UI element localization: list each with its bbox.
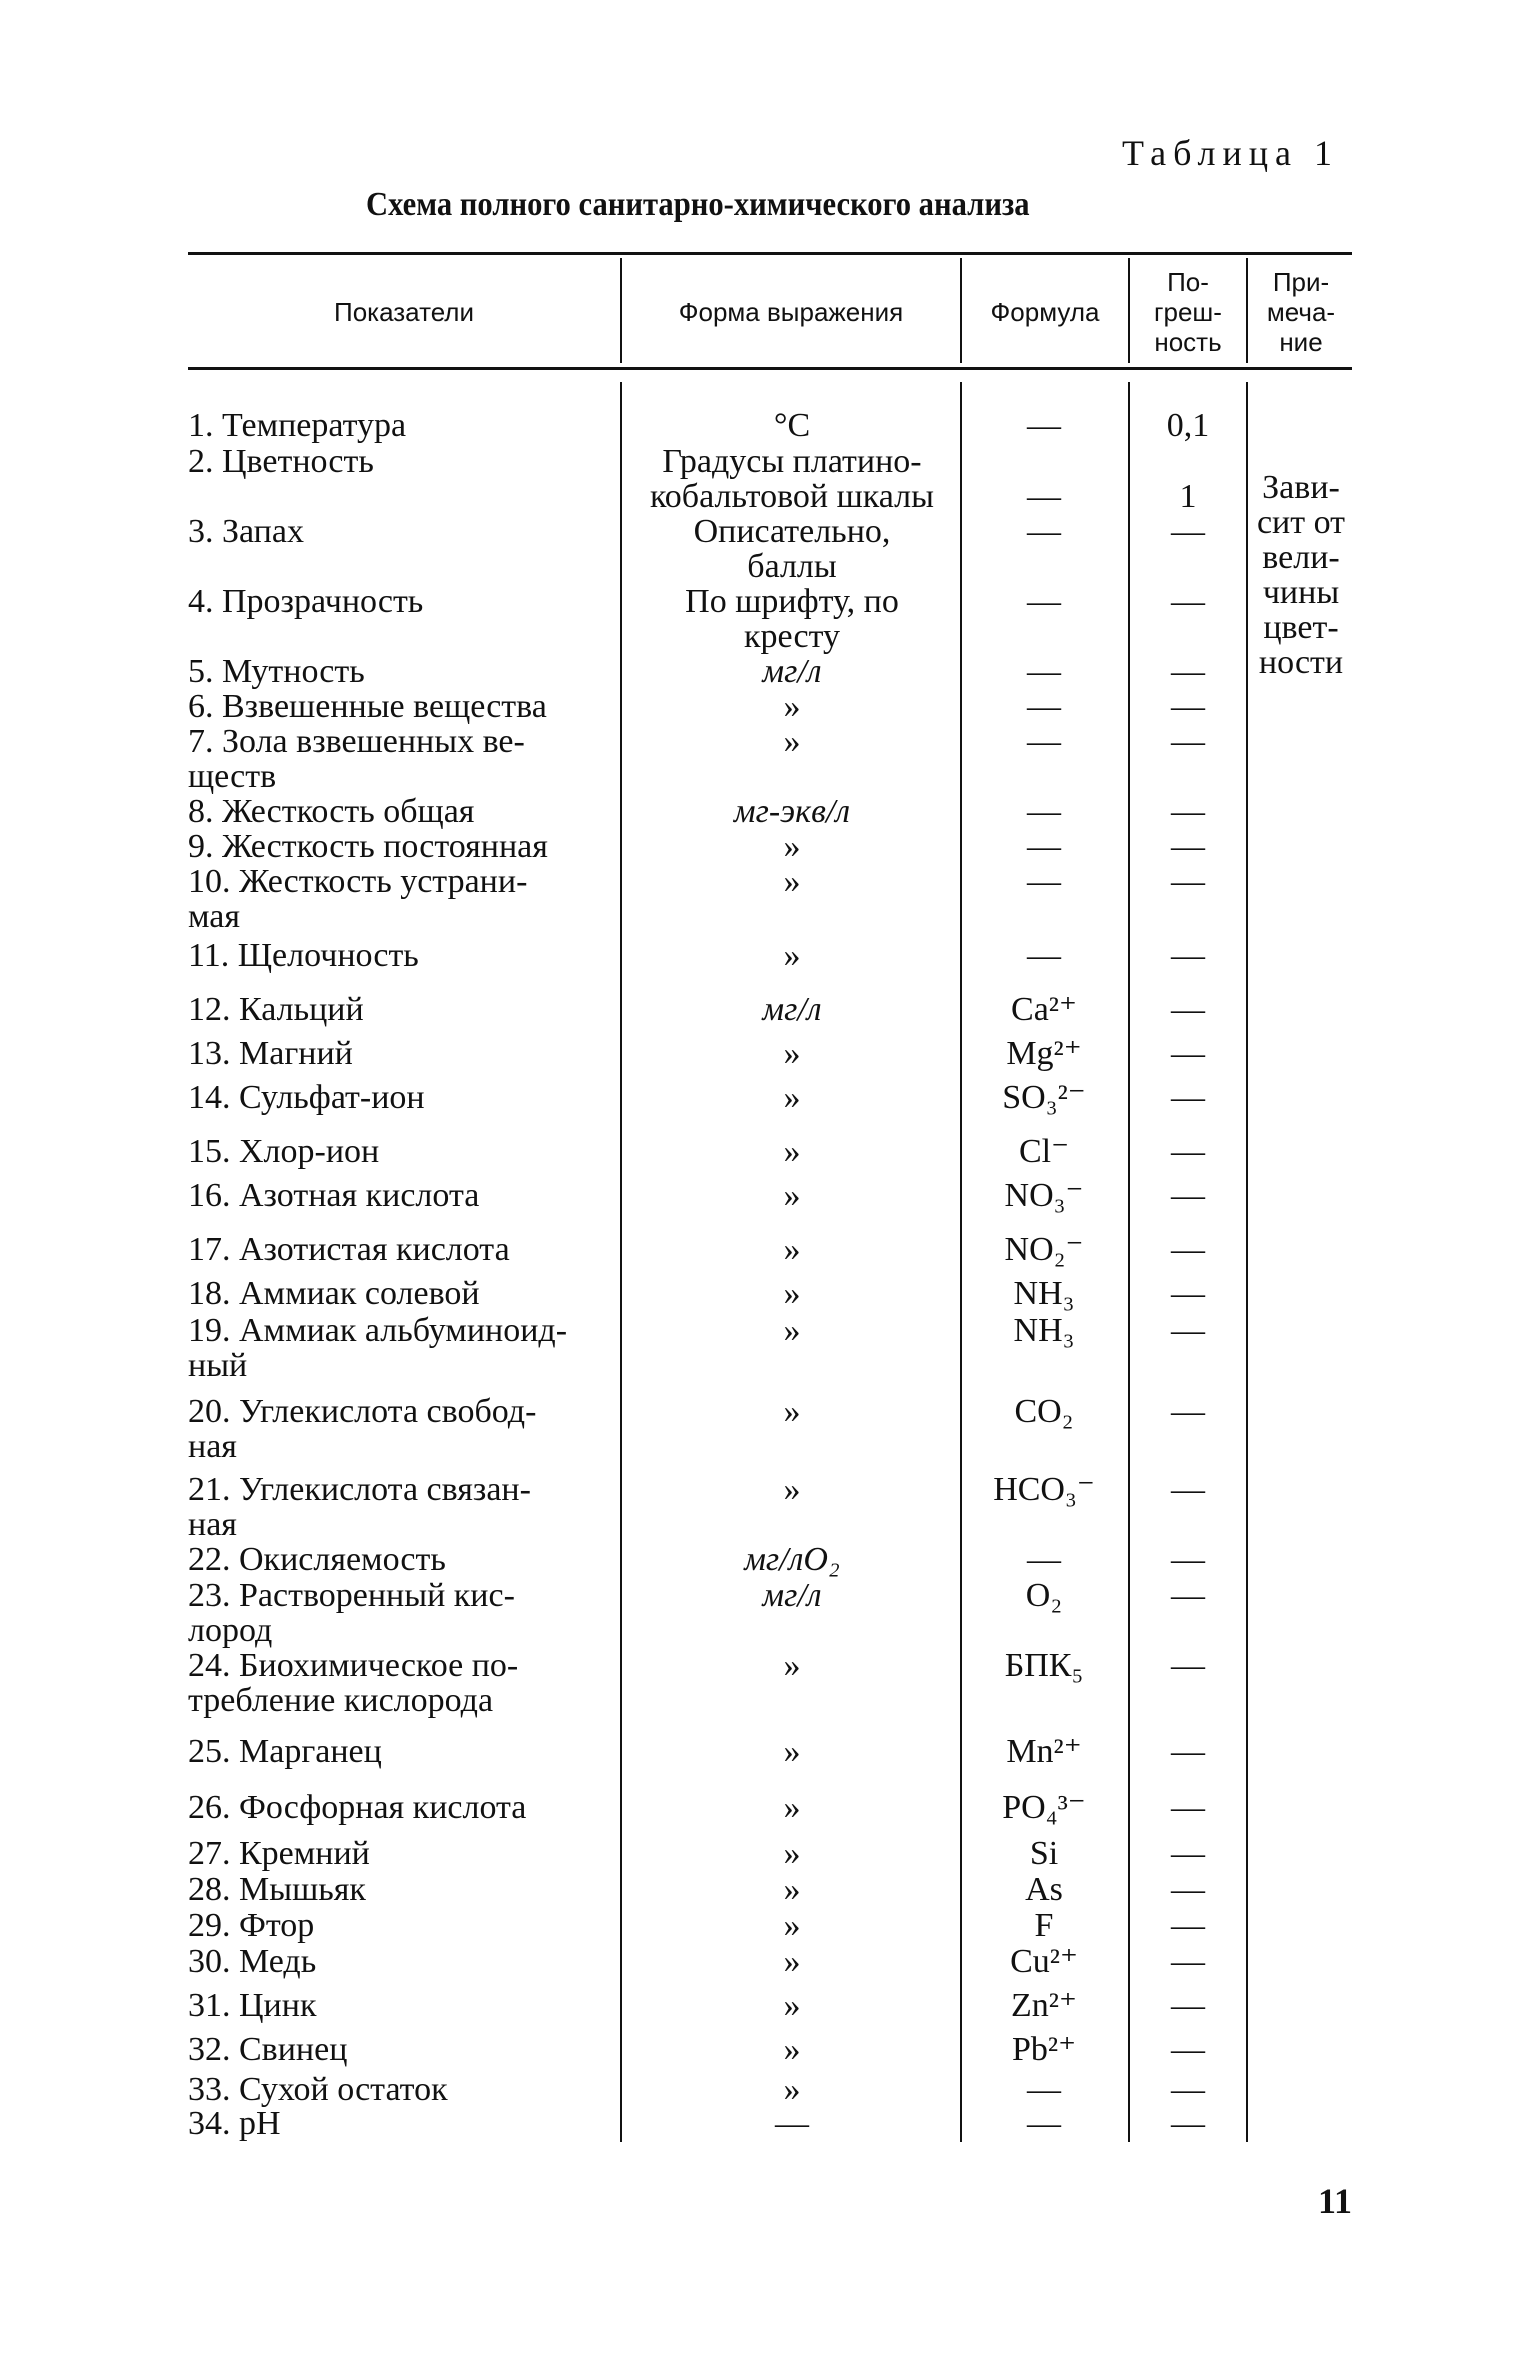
row-formula: NO₂⁻ xyxy=(1004,1231,1084,1268)
row-formula: Si xyxy=(1029,1835,1059,1872)
row-name: 9. Жесткость постоянная xyxy=(188,828,548,865)
row-form: мг/л xyxy=(762,653,822,690)
row-form: » xyxy=(783,1231,801,1268)
row-name: 33. Сухой остаток xyxy=(188,2071,448,2108)
row-formula: — xyxy=(1027,513,1061,550)
table-title: Схема полного санитарно-химического анализа xyxy=(366,186,1030,223)
row-formula: Mg²⁺ xyxy=(1006,1035,1082,1072)
row-formula: NH₃ xyxy=(1013,1312,1075,1349)
row-name: 29. Фтор xyxy=(188,1907,315,1944)
row-formula: Zn²⁺ xyxy=(1011,1987,1077,2024)
row-error: — xyxy=(1171,1079,1205,1116)
row-form: » xyxy=(783,863,801,900)
row-form: » xyxy=(783,2031,801,2068)
row-name: 26. Фосфорная кислота xyxy=(188,1789,527,1826)
row-name: 17. Азотистая кислота xyxy=(188,1231,510,1268)
row-name: 6. Взвешенные вещества xyxy=(188,688,547,725)
row-error: — xyxy=(1171,1943,1205,1980)
row-form: » xyxy=(783,2071,801,2108)
row-error: — xyxy=(1171,1231,1205,1268)
row-name: 31. Цинк xyxy=(188,1987,317,2024)
row-form: » xyxy=(783,1393,801,1430)
row-name: 18. Аммиак солевой xyxy=(188,1275,480,1312)
row-name: 30. Медь xyxy=(188,1943,317,1980)
header-note: При- меча- ние xyxy=(1266,267,1336,357)
row-error: — xyxy=(1171,1541,1205,1578)
row-error: — xyxy=(1171,1577,1205,1614)
row-form: По шрифту, по кресту xyxy=(685,583,899,655)
row-formula: — xyxy=(1027,2071,1061,2108)
row-error: 0,1 xyxy=(1166,407,1210,444)
row-name: 12. Кальций xyxy=(188,991,364,1028)
row-name: 22. Окисляемость xyxy=(188,1541,446,1578)
row-error: — xyxy=(1171,1987,1205,2024)
row-error: — xyxy=(1171,1133,1205,1170)
row-error: — xyxy=(1171,793,1205,830)
row-error: — xyxy=(1171,937,1205,974)
row-formula: — xyxy=(1027,793,1061,830)
row-form: » xyxy=(783,1312,801,1349)
row-error: — xyxy=(1171,828,1205,865)
row-error: — xyxy=(1171,1789,1205,1826)
row-error: — xyxy=(1171,1275,1205,1312)
row-form: » xyxy=(783,828,801,865)
row-formula: Ca²⁺ xyxy=(1011,991,1077,1028)
row-error: — xyxy=(1171,583,1205,620)
row-error: — xyxy=(1171,863,1205,900)
row-error: — xyxy=(1171,991,1205,1028)
row-form: » xyxy=(783,1275,801,1312)
row-name: 15. Хлор-ион xyxy=(188,1133,380,1170)
row-error: — xyxy=(1171,1312,1205,1349)
row-form: °C xyxy=(773,407,811,444)
row-formula: — xyxy=(1027,1541,1061,1578)
row-name: 8. Жесткость общая xyxy=(188,793,475,830)
row-name: 3. Запах xyxy=(188,513,304,550)
row-formula: Pb²⁺ xyxy=(1011,2031,1077,2068)
row-name: 5. Мутность xyxy=(188,653,365,690)
row-error: — xyxy=(1171,1035,1205,1072)
row-form: мг-экв/л xyxy=(733,793,851,830)
row-form: » xyxy=(783,1835,801,1872)
row-form: » xyxy=(783,1789,801,1826)
row-name: 19. Аммиак альбуминоид- ный xyxy=(188,1312,568,1384)
row-formula: — xyxy=(1027,2105,1061,2142)
row-error: — xyxy=(1171,723,1205,760)
row-formula: — xyxy=(1027,723,1061,760)
note-text: Зави- сит от вели- чины цвет- ности xyxy=(1256,469,1346,681)
row-formula: CO₂ xyxy=(1014,1393,1074,1430)
row-form: — xyxy=(775,2105,809,2142)
row-formula: HCO₃⁻ xyxy=(993,1471,1095,1508)
row-error: — xyxy=(1171,1647,1205,1684)
row-formula: F xyxy=(1034,1907,1054,1944)
row-name: 11. Щелочность xyxy=(188,937,419,974)
row-name: 21. Углекислота связан- ная xyxy=(188,1471,531,1543)
row-form: » xyxy=(783,723,801,760)
row-formula: — xyxy=(1027,583,1061,620)
table-label: Таблица 1 xyxy=(1122,133,1339,173)
row-name: 7. Зола взвешенных ве- ществ xyxy=(188,723,525,795)
row-error: — xyxy=(1171,2105,1205,2142)
row-name: 25. Марганец xyxy=(188,1733,382,1770)
row-formula: NH₃ xyxy=(1013,1275,1075,1312)
row-formula: — xyxy=(1027,478,1061,515)
row-formula: БПК₅ xyxy=(1004,1647,1084,1684)
row-formula: — xyxy=(1027,937,1061,974)
row-name: 34. pH xyxy=(188,2105,281,2142)
row-error: — xyxy=(1171,1835,1205,1872)
row-form: » xyxy=(783,1471,801,1508)
row-error: — xyxy=(1171,1871,1205,1908)
header-formula: Формула xyxy=(990,297,1100,327)
row-form: мг/л xyxy=(762,1577,822,1614)
row-error: — xyxy=(1171,2031,1205,2068)
row-formula: PO₄³⁻ xyxy=(1002,1789,1086,1826)
row-name: 14. Сульфат-ион xyxy=(188,1079,425,1116)
header-form: Форма выражения xyxy=(678,297,904,327)
row-name: 24. Биохимическое по- требление кислорода xyxy=(188,1647,519,1719)
row-formula: Mn²⁺ xyxy=(1006,1733,1082,1770)
row-form: » xyxy=(783,1079,801,1116)
row-name: 13. Магний xyxy=(188,1035,353,1072)
row-form: мг/л xyxy=(762,991,822,1028)
row-form: » xyxy=(783,1035,801,1072)
header-error: По- греш- ность xyxy=(1154,267,1222,357)
row-formula: SO₃²⁻ xyxy=(1002,1079,1086,1116)
row-formula: As xyxy=(1025,1871,1063,1908)
row-name: 23. Растворенный кис- лород xyxy=(188,1577,515,1649)
row-error: — xyxy=(1171,513,1205,550)
header-indicator: Показатели xyxy=(334,297,474,327)
row-formula: — xyxy=(1027,828,1061,865)
row-error: — xyxy=(1171,2071,1205,2108)
row-formula: — xyxy=(1027,688,1061,725)
row-formula: NO₃⁻ xyxy=(1004,1177,1084,1214)
row-name: 4. Прозрачность xyxy=(188,583,424,620)
row-form: Градусы платино- кобальтовой шкалы xyxy=(650,443,934,515)
row-name: 27. Кремний xyxy=(188,1835,370,1872)
row-form: » xyxy=(783,1177,801,1214)
row-name: 10. Жесткость устрани- мая xyxy=(188,863,528,935)
page-number: 11 xyxy=(1318,2181,1353,2221)
row-form: » xyxy=(783,1907,801,1944)
row-error: — xyxy=(1171,1907,1205,1944)
row-error: 1 xyxy=(1179,478,1197,515)
row-name: 1. Температура xyxy=(188,407,407,444)
row-form: мг/лO₂ xyxy=(744,1541,840,1578)
row-error: — xyxy=(1171,1177,1205,1214)
row-name: 20. Углекислота свобод- ная xyxy=(188,1393,537,1465)
row-formula: Cl⁻ xyxy=(1018,1133,1070,1170)
row-form: » xyxy=(783,1647,801,1684)
row-form: » xyxy=(783,688,801,725)
row-formula: — xyxy=(1027,863,1061,900)
row-form: Описательно, баллы xyxy=(693,513,891,585)
row-formula: O₂ xyxy=(1025,1577,1063,1614)
row-form: » xyxy=(783,1943,801,1980)
row-form: » xyxy=(783,1733,801,1770)
row-form: » xyxy=(783,1987,801,2024)
row-form: » xyxy=(783,937,801,974)
row-error: — xyxy=(1171,688,1205,725)
row-form: » xyxy=(783,1871,801,1908)
row-formula: Cu²⁺ xyxy=(1010,1943,1078,1980)
row-formula: — xyxy=(1027,653,1061,690)
row-name: 16. Азотная кислота xyxy=(188,1177,480,1214)
row-name: 2. Цветность xyxy=(188,443,374,480)
row-name: 32. Свинец xyxy=(188,2031,348,2068)
row-error: — xyxy=(1171,1393,1205,1430)
row-form: » xyxy=(783,1133,801,1170)
row-error: — xyxy=(1171,653,1205,690)
row-formula: — xyxy=(1027,407,1061,444)
row-error: — xyxy=(1171,1733,1205,1770)
row-name: 28. Мышьяк xyxy=(188,1871,366,1908)
row-error: — xyxy=(1171,1471,1205,1508)
